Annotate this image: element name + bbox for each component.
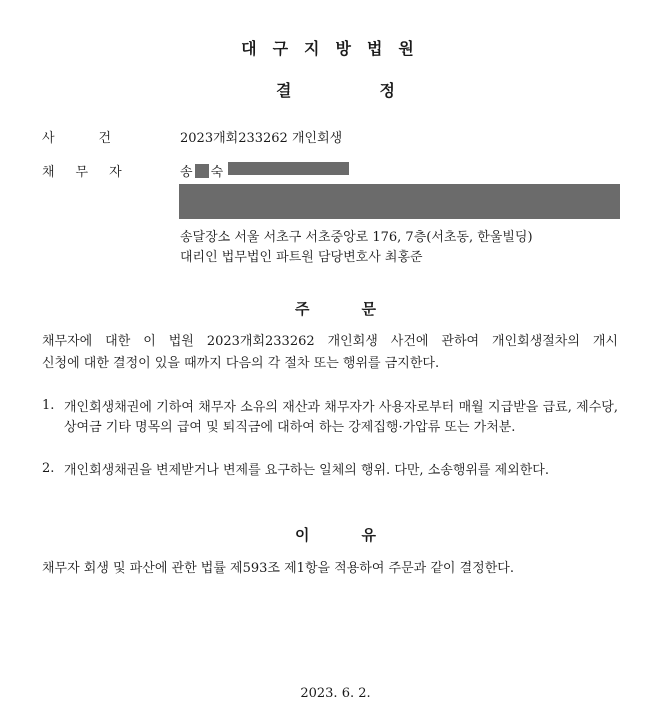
reason-heading: 이유 xyxy=(295,526,428,544)
debtor-label: 채무자 xyxy=(42,165,143,180)
item-number: 1. xyxy=(42,398,55,413)
reason-text: 채무자 회생 및 파산에 관한 법률 제593조 제1항을 적용하여 주문과 같이 결정한다. xyxy=(42,561,514,576)
court-name: 대구지방법원 xyxy=(241,39,430,58)
order-item: 개인회생채권에 기하여 채무자 소유의 재산과 채무자가 사용자로부터 매월 지급받을 급료, 제수당, 상여금 기타 명목의 급여 및 퇴직금에 대하여 하는 강제집행·가압류 또는 가처분. xyxy=(64,400,618,435)
redaction-block xyxy=(179,184,620,219)
item-number: 2. xyxy=(42,461,55,476)
case-label: 사건 xyxy=(42,131,156,146)
case-value: 2023개회233262 개인회생 xyxy=(180,131,343,146)
debtor-name xyxy=(180,161,223,180)
debtor-name-last: 숙 xyxy=(210,165,224,180)
order-item: 개인회생채권을 변제받거나 변제를 요구하는 일체의 행위. 다만, 소송행위를 제외한다. xyxy=(64,463,549,478)
redaction-block xyxy=(195,164,209,178)
document-type: 결정 xyxy=(276,81,483,100)
legal-agent: 대리인 법무법인 파트원 담당변호사 최홍준 xyxy=(180,250,423,265)
order-intro-line-2: 신청에 대한 결정이 있을 때까지 다음의 각 절차 또는 행위를 금지한다. xyxy=(42,356,440,371)
order-heading: 주문 xyxy=(295,300,428,318)
debtor-name-first: 송 xyxy=(180,165,193,180)
service-address: 송달장소 서울 서초구 서초중앙로 176, 7층(서초동, 한울빌딩) xyxy=(180,230,533,245)
redaction-block xyxy=(228,162,349,175)
decision-date: 2023. 6. 2. xyxy=(300,686,371,701)
order-intro-line-1: 채무자에 대한 이 법원 2023개회233262 개인회생 사건에 관하여 개인회생절차의 개시 xyxy=(42,334,618,349)
